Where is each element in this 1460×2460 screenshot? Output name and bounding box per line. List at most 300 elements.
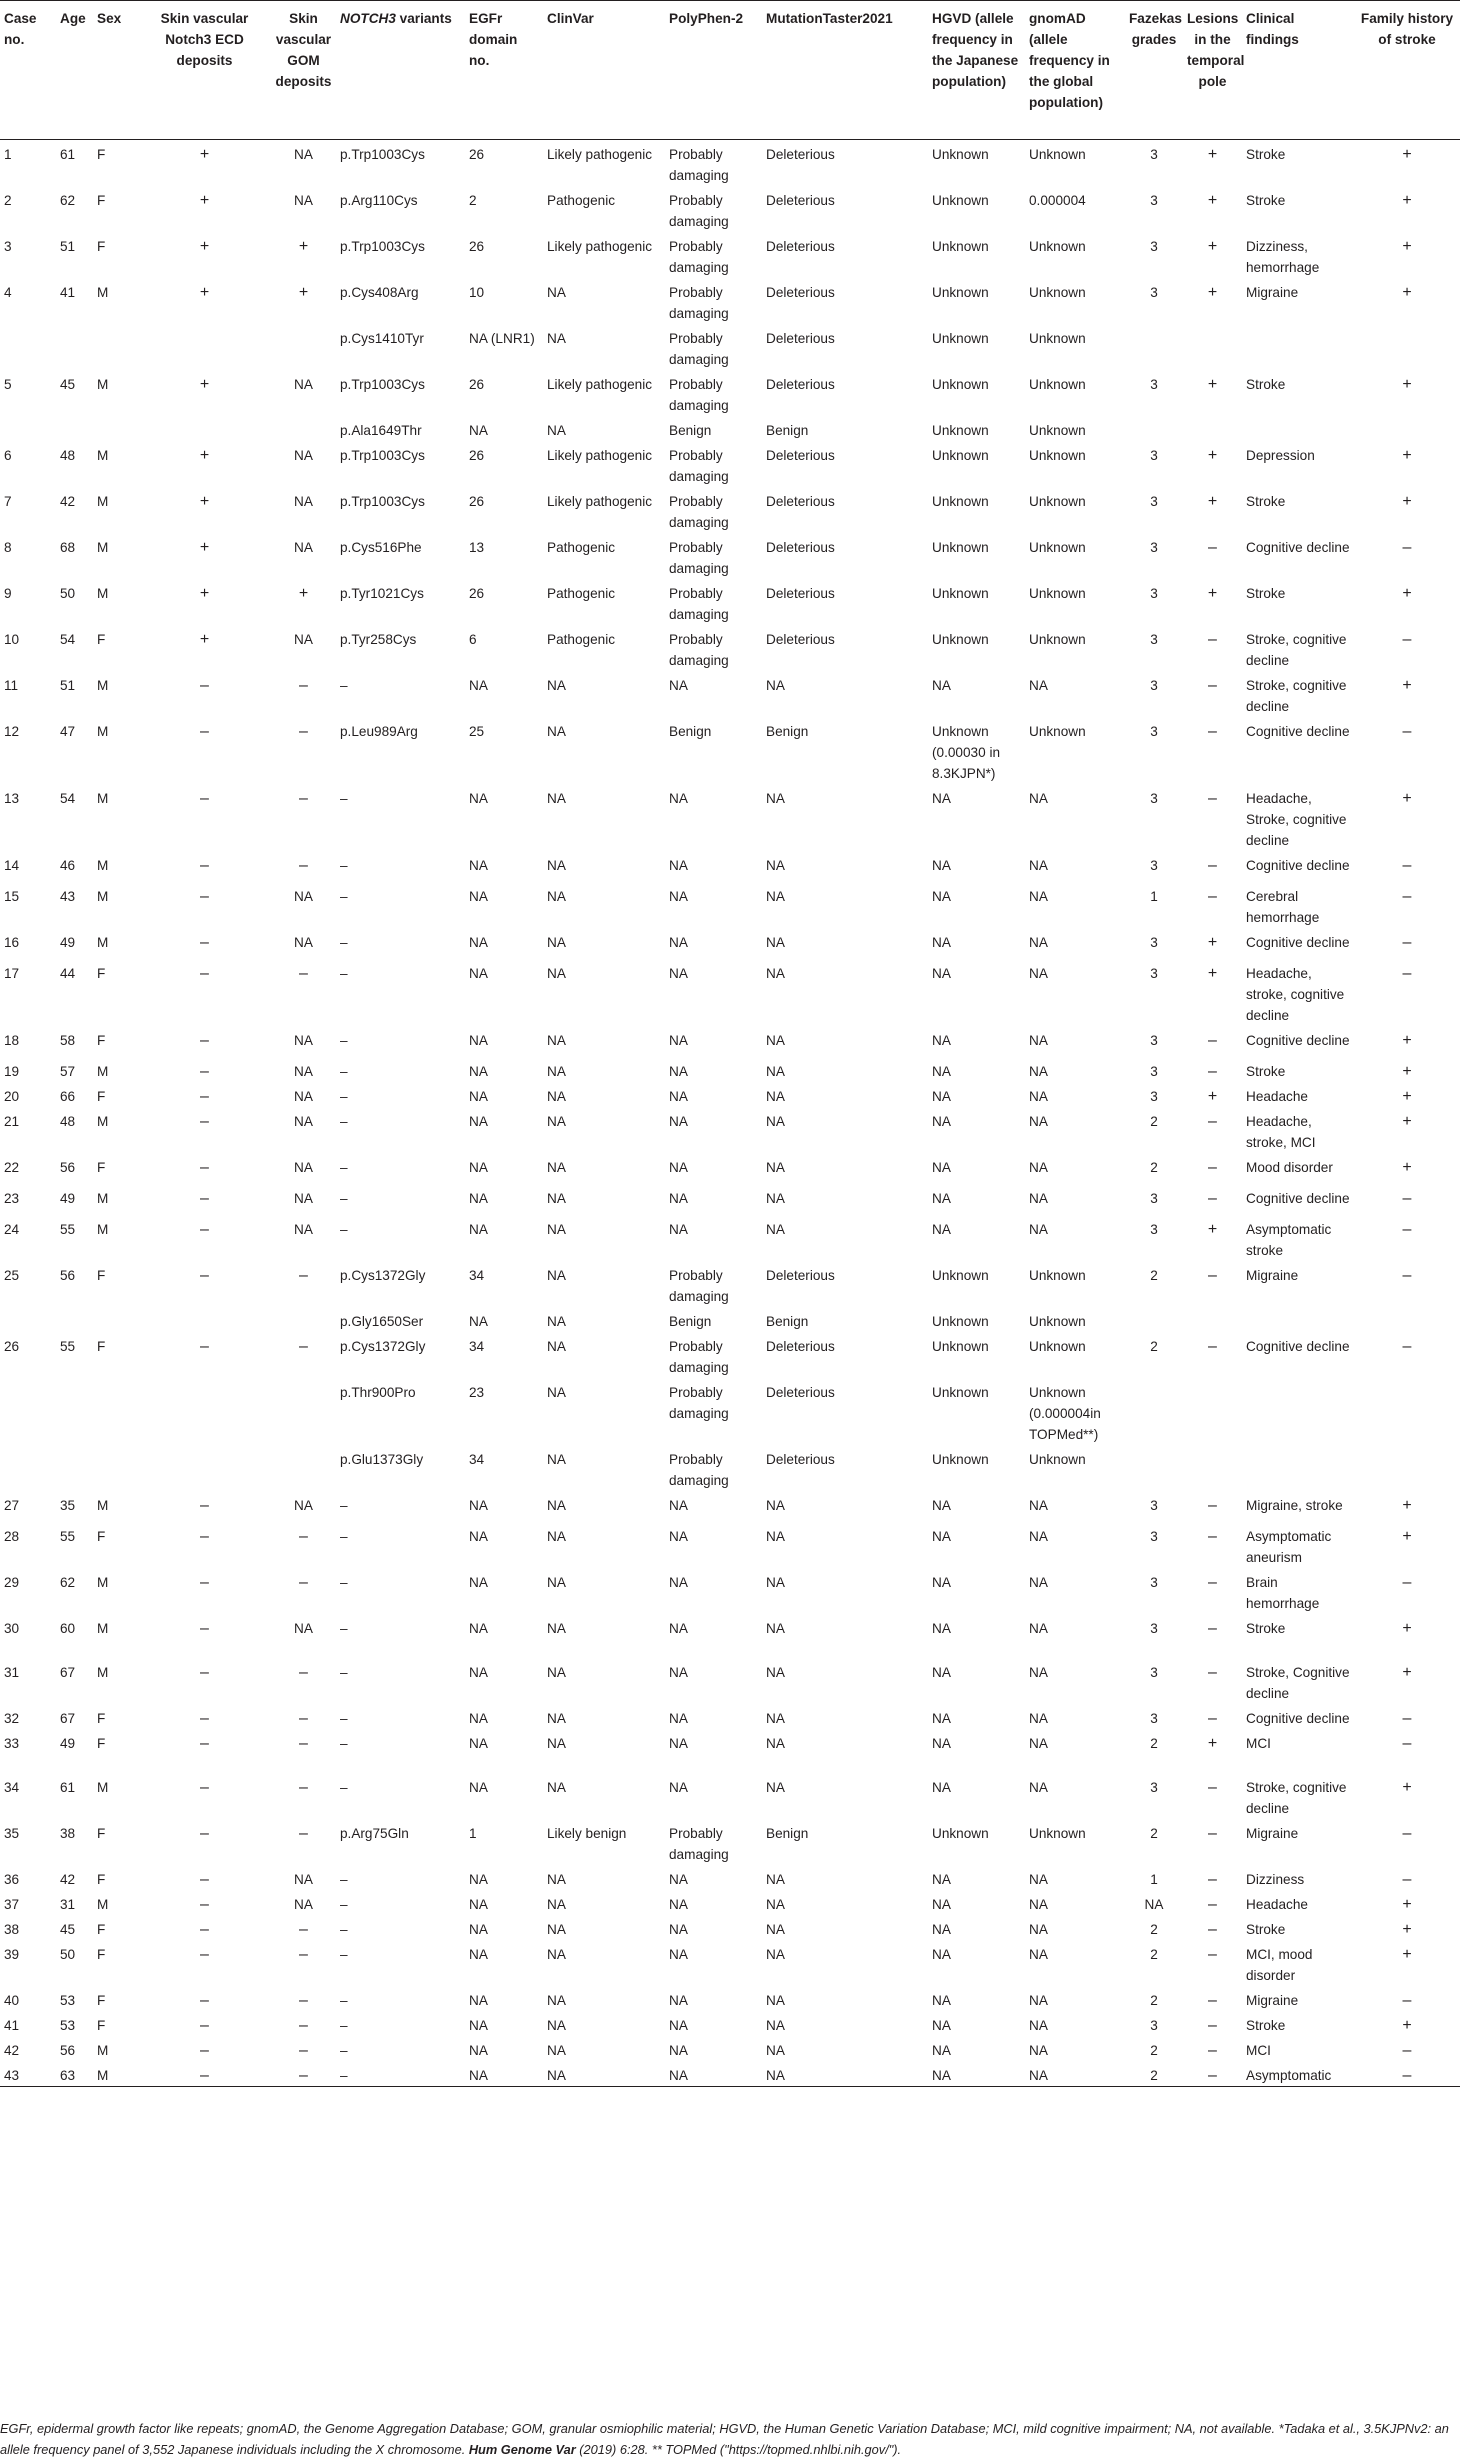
table-cell: +: [1402, 1113, 1412, 1130]
table-cell: –: [340, 1922, 348, 1937]
table-cell: F: [97, 1711, 106, 1726]
table-cell: Stroke: [1246, 147, 1286, 162]
table-cell: –: [1402, 1710, 1412, 1727]
table-cell: NA: [669, 1160, 688, 1175]
table-cell: NA: [669, 1222, 688, 1237]
table-cell: –: [299, 723, 308, 740]
table-cell: NA: [547, 1222, 566, 1237]
table-cell: NA: [547, 2018, 566, 2033]
table-cell: p.Gly1650Ser: [340, 1314, 424, 1329]
table-cell: Unknown: [1029, 423, 1086, 438]
table-cell: [0, 1445, 56, 1491]
table-cell: NA: [294, 889, 313, 904]
table-row: [0, 2061, 1460, 2087]
table-cell: 0.000004: [1029, 193, 1086, 208]
table-cell: 21: [4, 1114, 20, 1129]
table-cell: 34: [4, 1780, 20, 1795]
table-cell: –: [1183, 2061, 1242, 2087]
table-cell: Unknown: [932, 285, 989, 300]
table-cell: NA: [294, 1872, 313, 1887]
table-row: [0, 1915, 1460, 1940]
table-cell: 3: [1150, 1089, 1158, 1104]
table-cell: NA: [669, 1922, 688, 1937]
table-cell: 3: [1150, 377, 1158, 392]
table-cell: NA: [469, 423, 488, 438]
table-cell: M: [97, 1498, 109, 1513]
table-cell: –: [271, 2061, 336, 2087]
table-cell: 5: [4, 377, 12, 392]
table-cell: –: [200, 2042, 209, 2059]
table-row: [0, 928, 1460, 959]
table-cell: –: [340, 1711, 348, 1726]
table-cell: NA: [294, 1064, 313, 1079]
table-cell: NA: [932, 1621, 951, 1636]
table-row: [0, 2011, 1460, 2036]
table-cell: 39: [4, 1947, 20, 1962]
table-cell: 47: [60, 724, 76, 739]
table-cell: NA: [469, 1736, 488, 1751]
table-cell: Stroke, cognitive decline: [1246, 678, 1347, 714]
table-cell: [93, 416, 138, 441]
table-cell: NA: [547, 1711, 566, 1726]
table-row: [0, 851, 1460, 882]
table-cell: –: [299, 1992, 308, 2009]
table-cell: NA: [1029, 858, 1048, 873]
table-cell: Deleterious: [766, 448, 835, 463]
table-cell: +: [199, 631, 210, 648]
table-cell: –: [200, 790, 209, 807]
table-cell: –: [340, 1160, 348, 1175]
table-cell: NA: [547, 1736, 566, 1751]
table-cell: NA: [1029, 1160, 1048, 1175]
table-cell: –: [200, 857, 209, 874]
table-cell: –: [200, 1710, 209, 1727]
table-row: [0, 1819, 1460, 1865]
table-cell: Probably damaging: [669, 540, 729, 576]
table-cell: Unknown (0.00030 in 8.3KJPN*): [932, 724, 1001, 781]
table-cell: –: [200, 965, 209, 982]
table-cell: NA: [1029, 1529, 1048, 1544]
table-cell: Headache: [1246, 1089, 1308, 1104]
table-cell: 49: [60, 935, 76, 950]
table-cell: NA: [547, 1897, 566, 1912]
table-cell: NA: [294, 494, 313, 509]
table-cell: M: [97, 540, 109, 555]
table-cell: –: [1208, 1338, 1217, 1355]
table-cell: 18: [4, 1033, 20, 1048]
table-cell: NA: [294, 1897, 313, 1912]
table-cell: 3: [1150, 1033, 1158, 1048]
table-cell: Probably damaging: [669, 377, 729, 413]
table-cell: 2: [1150, 1339, 1158, 1354]
table-cell: Benign: [669, 1314, 712, 1329]
table-cell: –: [340, 966, 348, 981]
table-cell: NA: [547, 1089, 566, 1104]
table-cell: M: [97, 1780, 109, 1795]
table-cell: NA: [547, 1529, 566, 1544]
table-cell: NA: [469, 1993, 488, 2008]
table-cell: NA: [932, 1872, 951, 1887]
table-cell: Stroke: [1246, 2018, 1286, 2033]
table-cell: Stroke: [1246, 1621, 1286, 1636]
table-cell: Cognitive decline: [1246, 1339, 1350, 1354]
table-cell: Dizziness: [1246, 1872, 1305, 1887]
table-cell: Unknown: [932, 1826, 989, 1841]
table-cell: Unknown: [932, 1314, 989, 1329]
table-cell: Probably damaging: [669, 193, 729, 229]
table-cell: NA: [766, 858, 785, 873]
table-cell: Unknown: [1029, 331, 1086, 346]
table-cell: NA: [547, 1947, 566, 1962]
table-cell: NA: [547, 724, 566, 739]
table-cell: +: [1207, 238, 1218, 255]
table-cell: 26: [469, 586, 485, 601]
table-cell: 25: [4, 1268, 20, 1283]
table-cell: +: [199, 238, 210, 255]
table-cell: 43: [0, 2061, 56, 2087]
table-cell: NA: [547, 1575, 566, 1590]
table-cell: NA: [469, 858, 488, 873]
table-cell: p.Leu989Arg: [340, 724, 418, 739]
table-cell: –: [1208, 1528, 1217, 1545]
table-cell: Deleterious: [766, 586, 835, 601]
table-cell: NA: [932, 1529, 951, 1544]
table-cell: NA: [469, 1529, 488, 1544]
table-cell: F: [97, 147, 106, 162]
table-cell: 2: [1150, 2043, 1158, 2058]
table-cell: +: [1402, 1921, 1412, 1938]
table-cell: –: [1208, 1921, 1217, 1938]
table-cell: NA: [766, 1736, 785, 1751]
table-cell: +: [1402, 192, 1412, 209]
table-cell: –: [340, 1621, 348, 1636]
table-cell: NA: [547, 423, 566, 438]
table-cell: –: [1208, 888, 1217, 905]
table-cell: 3: [1150, 1665, 1158, 1680]
table-cell: NA: [469, 1064, 488, 1079]
table-cell: NA: [932, 966, 951, 981]
table-cell: 2: [1150, 1947, 1158, 1962]
table-cell: Benign: [766, 724, 809, 739]
table-cell: –: [340, 1191, 348, 1206]
table-cell: Deleterious: [766, 1339, 835, 1354]
table-cell: NA: [469, 1711, 488, 1726]
table-cell: +: [1402, 585, 1412, 602]
table-cell: –: [1208, 1992, 1217, 2009]
table-cell: [93, 1307, 138, 1332]
table-cell: 1: [4, 147, 12, 162]
table-cell: –: [340, 2043, 348, 2058]
table-row: [0, 1940, 1460, 1986]
table-cell: –: [1208, 2042, 1217, 2059]
table-cell: 38: [4, 1922, 20, 1937]
table-cell: Unknown: [932, 586, 989, 601]
table-cell: –: [1402, 723, 1412, 740]
table-cell: +: [1207, 585, 1218, 602]
table-row: [0, 717, 1460, 784]
table-cell: NA: [1029, 1711, 1048, 1726]
table-cell: NA: [469, 1160, 488, 1175]
table-cell: –: [340, 791, 348, 806]
table-cell: p.Trp1003Cys: [340, 377, 425, 392]
table-cell: NA: [1029, 935, 1048, 950]
table-cell: 3: [4, 239, 12, 254]
table-cell: Cognitive decline: [1246, 1711, 1350, 1726]
table-cell: NA: [669, 1993, 688, 2008]
table-cell: Pathogenic: [547, 632, 616, 647]
table-cell: NA: [669, 966, 688, 981]
table-cell: F: [97, 2018, 106, 2033]
table-cell: Cognitive decline: [1246, 1191, 1350, 1206]
table-cell: 49: [60, 1191, 76, 1206]
header-sex: Sex: [93, 1, 138, 140]
table-row: [0, 370, 1460, 416]
table-cell: 30: [4, 1621, 20, 1636]
table-cell: Unknown: [932, 147, 989, 162]
table-cell: Stroke: [1246, 494, 1286, 509]
table-cell: NA: [669, 1872, 688, 1887]
table-cell: +: [199, 146, 210, 163]
table-cell: Probably damaging: [669, 331, 729, 367]
table-cell: Deleterious: [766, 540, 835, 555]
table-cell: –: [1402, 631, 1412, 648]
table-cell: Probably damaging: [669, 586, 729, 622]
table-cell: +: [1402, 1159, 1412, 1176]
table-cell: –: [299, 965, 308, 982]
table-cell: NA: [294, 193, 313, 208]
header-fazekas: Fazekas grades: [1125, 1, 1183, 140]
table-cell: NA: [1029, 1621, 1048, 1636]
table-subrow: [0, 1378, 1460, 1445]
table-cell: 25: [469, 724, 485, 739]
header-hgvd: HGVD (allele frequency in the Japanese population): [928, 1, 1025, 140]
table-cell: –: [1402, 888, 1412, 905]
table-cell: M: [97, 858, 109, 873]
table-header: [0, 1, 1460, 140]
table-cell: NA: [766, 1993, 785, 2008]
table-cell: 3: [1150, 1529, 1158, 1544]
table-cell: 37: [4, 1897, 20, 1912]
table-cell: M: [97, 1191, 109, 1206]
table-cell: +: [1402, 1497, 1412, 1514]
table-cell: –: [200, 1267, 209, 1284]
footnote-journal: Hum Genome Var: [468, 2442, 576, 2457]
table-cell: NA: [932, 1780, 951, 1795]
table-cell: –: [1354, 2061, 1460, 2087]
table-cell: F: [97, 1339, 106, 1354]
table-cell: NA: [766, 1665, 785, 1680]
table-cell: 10: [469, 285, 485, 300]
table-cell: –: [299, 2042, 308, 2059]
table-cell: 6: [4, 448, 12, 463]
table-cell: [1242, 1378, 1354, 1445]
table-cell: NA: [1029, 678, 1048, 693]
table-cell: –: [200, 1664, 209, 1681]
table-cell: M: [97, 1222, 109, 1237]
table-cell: NA: [932, 1993, 951, 2008]
table-cell: F: [97, 1033, 106, 1048]
table-cell: F: [97, 1160, 106, 1175]
table-cell: NA: [294, 448, 313, 463]
table-cell: F: [97, 1268, 106, 1283]
table-cell: NA: [294, 540, 313, 555]
table-cell: [1183, 1378, 1242, 1445]
table-cell: Headache, Stroke, cognitive decline: [1246, 791, 1347, 848]
table-cell: M: [97, 1114, 109, 1129]
table-cell: NA: [547, 1064, 566, 1079]
table-cell: NA: [547, 1314, 566, 1329]
table-cell: p.Thr900Pro: [340, 1385, 416, 1400]
table-cell: –: [200, 1063, 209, 1080]
table-cell: 3: [1150, 1621, 1158, 1636]
table-cell: +: [1402, 1664, 1412, 1681]
table-cell: NA: [1029, 1993, 1048, 2008]
table-cell: –: [340, 2018, 348, 2033]
table-cell: NA: [1029, 2018, 1048, 2033]
table-cell: +: [1402, 376, 1412, 393]
table-cell: Probably damaging: [669, 494, 729, 530]
table-cell: +: [298, 284, 309, 301]
table-cell: 14: [4, 858, 20, 873]
table-cell: NA: [469, 1897, 488, 1912]
table-cell: 20: [4, 1089, 20, 1104]
table-cell: NA: [547, 678, 566, 693]
table-cell: Likely pathogenic: [547, 377, 653, 392]
table-cell: NA: [766, 966, 785, 981]
table-cell: 36: [4, 1872, 20, 1887]
table-cell: NA: [1029, 1736, 1048, 1751]
table-cell: 19: [4, 1064, 20, 1079]
table-cell: [1354, 324, 1460, 370]
header-notch3-variants: [336, 1, 465, 140]
table-cell: 3: [1150, 678, 1158, 693]
table-cell: Deleterious: [766, 147, 835, 162]
table-cell: NA: [1029, 1064, 1048, 1079]
table-cell: NA: [547, 1621, 566, 1636]
table-cell: NA: [1029, 1780, 1048, 1795]
table-cell: –: [200, 1221, 209, 1238]
table-cell: 41: [4, 2018, 20, 2033]
table-row: [0, 1773, 1460, 1819]
table-cell: +: [1207, 284, 1218, 301]
table-cell: –: [1208, 1871, 1217, 1888]
table-cell: –: [1402, 857, 1412, 874]
table-cell: NA: [766, 1711, 785, 1726]
table-cell: +: [1402, 238, 1412, 255]
header-age: Age: [56, 1, 93, 140]
table-cell: +: [199, 192, 210, 209]
table-cell: 3: [1150, 858, 1158, 873]
table-cell: 48: [60, 1114, 76, 1129]
table-cell: MCI: [1246, 2043, 1271, 2058]
table-cell: Unknown: [932, 423, 989, 438]
table-cell: [56, 1445, 93, 1491]
table-cell: M: [97, 377, 109, 392]
table-cell: +: [298, 585, 309, 602]
table-cell: –: [1208, 857, 1217, 874]
table-cell: 48: [60, 448, 76, 463]
table-cell: NA: [294, 1498, 313, 1513]
table-cell: [56, 416, 93, 441]
table-cell: NA: [547, 1033, 566, 1048]
table-cell: +: [199, 447, 210, 464]
table-cell: 42: [4, 2043, 20, 2058]
table-cell: M: [97, 724, 109, 739]
table-cell: NA: [294, 377, 313, 392]
table-cell: –: [200, 1032, 209, 1049]
table-cell: NA: [294, 1191, 313, 1206]
table-cell: Cognitive decline: [1246, 1033, 1350, 1048]
table-cell: NA: [932, 1711, 951, 1726]
table-cell: 50: [60, 1947, 76, 1962]
table-cell: Deleterious: [766, 1452, 835, 1467]
table-row: [0, 533, 1460, 579]
table-cell: 31: [60, 1897, 76, 1912]
table-cell: –: [200, 1620, 209, 1637]
table-cell: –: [340, 1780, 348, 1795]
table-cell: –: [1208, 2017, 1217, 2034]
table-cell: p.Ala1649Thr: [340, 423, 422, 438]
table-cell: p.Glu1373Gly: [340, 1452, 424, 1467]
table-cell: 3: [1150, 239, 1158, 254]
table-cell: NA: [766, 1089, 785, 1104]
table-cell: –: [1208, 1267, 1217, 1284]
table-cell: 2: [1150, 1826, 1158, 1841]
table-cell: +: [1402, 493, 1412, 510]
table-cell: NA: [469, 1114, 488, 1129]
table-cell: +: [1402, 1088, 1412, 1105]
table-cell: 26: [4, 1339, 20, 1354]
table-row: [0, 625, 1460, 671]
table-cell: NA: [547, 285, 566, 300]
table-cell: Stroke: [1246, 193, 1286, 208]
header-gom: Skin vascular GOM deposits: [271, 1, 336, 140]
table-cell: Benign: [766, 1314, 809, 1329]
table-cell: 26: [469, 239, 485, 254]
table-cell: M: [97, 1665, 109, 1680]
table-row: [0, 882, 1460, 928]
table-cell: M: [97, 285, 109, 300]
table-cell: NA: [469, 1314, 488, 1329]
table-cell: 46: [60, 858, 76, 873]
table-cell: –: [1208, 1825, 1217, 1842]
table-cell: 23: [4, 1191, 20, 1206]
table-cell: +: [1207, 1088, 1218, 1105]
table-cell: NA: [469, 1191, 488, 1206]
table-cell: NA: [766, 1621, 785, 1636]
table-row: [0, 1215, 1460, 1261]
table-cell: M: [97, 678, 109, 693]
table-cell: M: [97, 1621, 109, 1636]
table-cell: M: [93, 2061, 138, 2087]
table-cell: NA: [469, 2018, 488, 2033]
table-cell: 45: [60, 1922, 76, 1937]
table-cell: –: [200, 1338, 209, 1355]
table-cell: [1354, 1378, 1460, 1445]
table-cell: –: [1208, 1574, 1217, 1591]
table-cell: NA: [547, 1268, 566, 1283]
table-cell: NA: [669, 791, 688, 806]
table-cell: F: [97, 1993, 106, 2008]
table-cell: p.Trp1003Cys: [340, 147, 425, 162]
table-cell: NA: [1025, 2061, 1125, 2087]
table-cell: –: [200, 1528, 209, 1545]
table-cell: F: [97, 1736, 106, 1751]
table-cell: 45: [60, 377, 76, 392]
table-cell: NA: [669, 2018, 688, 2033]
table-cell: +: [1207, 934, 1218, 951]
table-cell: NA: [465, 2061, 543, 2087]
